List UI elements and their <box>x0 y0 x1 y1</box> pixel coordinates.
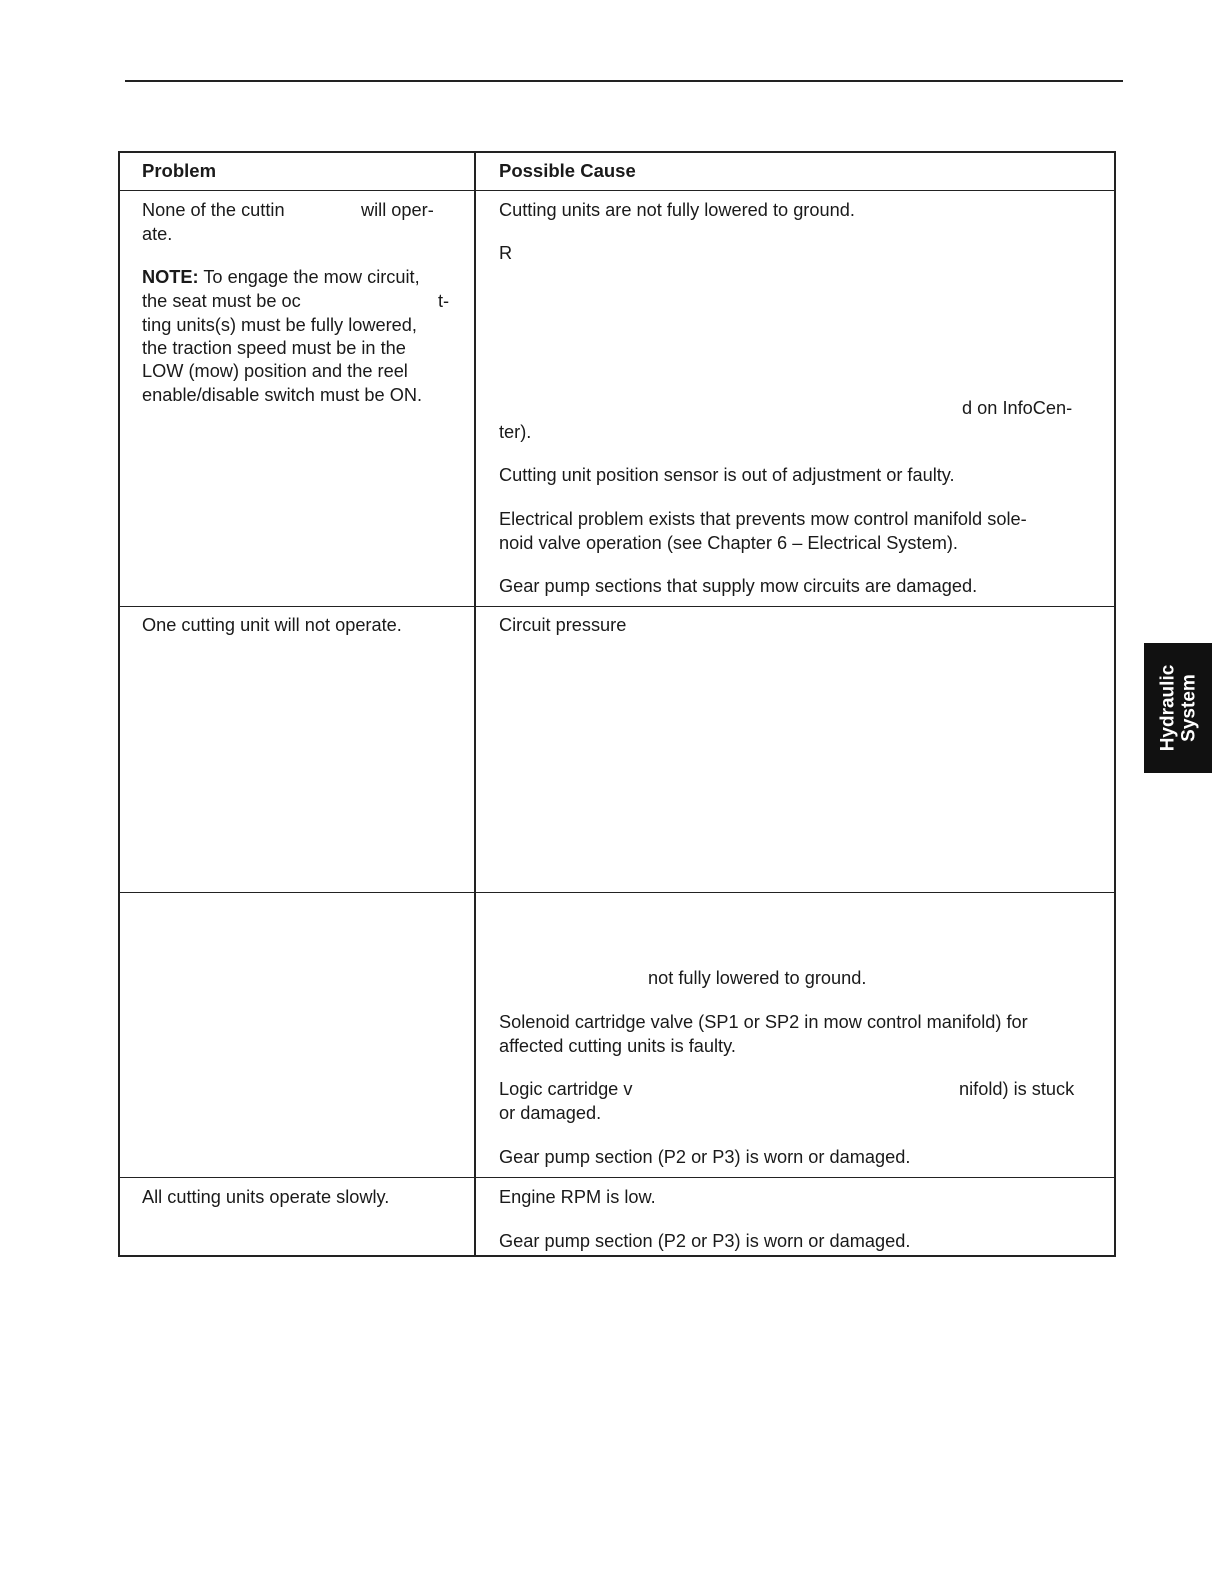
row1-cause2-fragment: R <box>499 243 513 263</box>
row1-note-line6: enable/disable switch must be ON. <box>142 385 423 405</box>
row1-cause3-line1-fragment: d on InfoCen- <box>962 398 1073 418</box>
note-label: NOTE: <box>142 267 199 287</box>
row4-cause2: Gear pump section (P2 or P3) is worn or damaged. <box>499 1231 911 1251</box>
row4-problem: All cutting units operate slowly. <box>142 1187 390 1207</box>
section-tab-hydraulic-system <box>1144 643 1212 773</box>
header-divider <box>120 190 1114 191</box>
row1-cause5-line2: noid valve operation (see Chapter 6 – Electrical System). <box>499 533 958 553</box>
row3-cause2-line1: Solenoid cartridge valve (SP1 or SP2 in mow control manifold) for <box>499 1012 1028 1032</box>
row3-cause3-line1b: nifold) is stuck <box>959 1079 1075 1099</box>
row1-note-line3: ting units(s) must be fully lowered, <box>142 315 417 335</box>
row1-problem-line1b: will oper- <box>361 200 434 220</box>
row1-note-line4: the traction speed must be in the <box>142 338 406 358</box>
row1-cause5-line1: Electrical problem exists that prevents mow control manifold sole- <box>499 509 1027 529</box>
header-problem: Problem <box>142 160 217 181</box>
row3-cause2-line2: affected cutting units is faulty. <box>499 1036 736 1056</box>
header-possible-cause: Possible Cause <box>499 160 636 181</box>
row1-cause1: Cutting units are not fully lowered to ground. <box>499 200 855 220</box>
row1-problem-line2: ate. <box>142 224 173 244</box>
troubleshooting-table <box>118 151 1116 1257</box>
row-divider-3 <box>120 1177 1114 1178</box>
column-divider <box>474 153 476 1255</box>
row1-cause4: Cutting unit position sensor is out of adjustment or faulty. <box>499 465 955 485</box>
section-tab-line1: Hydraulic <box>1157 664 1178 752</box>
row4-cause1: Engine RPM is low. <box>499 1187 656 1207</box>
row2-problem: One cutting unit will not operate. <box>142 615 402 635</box>
row-divider-1 <box>120 606 1114 607</box>
section-tab-line2: System <box>1178 674 1199 742</box>
row1-note-line2a: the seat must be oc <box>142 291 301 311</box>
top-rule <box>125 80 1123 82</box>
row1-note-line2b: t- <box>438 291 450 311</box>
row2-cause1-fragment: Circuit pressure <box>499 615 627 635</box>
row-divider-2 <box>120 892 1114 893</box>
section-tab-label <box>1157 665 1199 752</box>
row3-cause1-fragment: not fully lowered to ground. <box>648 968 867 988</box>
row1-note-line5: LOW (mow) position and the reel <box>142 361 408 381</box>
row3-cause3-line2: or damaged. <box>499 1103 602 1123</box>
row1-note-line1 <box>142 266 420 290</box>
row3-cause3-line1a: Logic cartridge v <box>499 1079 633 1099</box>
note-text-1: To engage the mow circuit, <box>198 267 420 287</box>
row1-problem-line1a: None of the cuttin <box>142 200 285 220</box>
row3-cause4: Gear pump section (P2 or P3) is worn or damaged. <box>499 1147 911 1167</box>
row1-cause6: Gear pump sections that supply mow circuits are damaged. <box>499 576 978 596</box>
row1-cause3-line2: ter). <box>499 422 532 442</box>
